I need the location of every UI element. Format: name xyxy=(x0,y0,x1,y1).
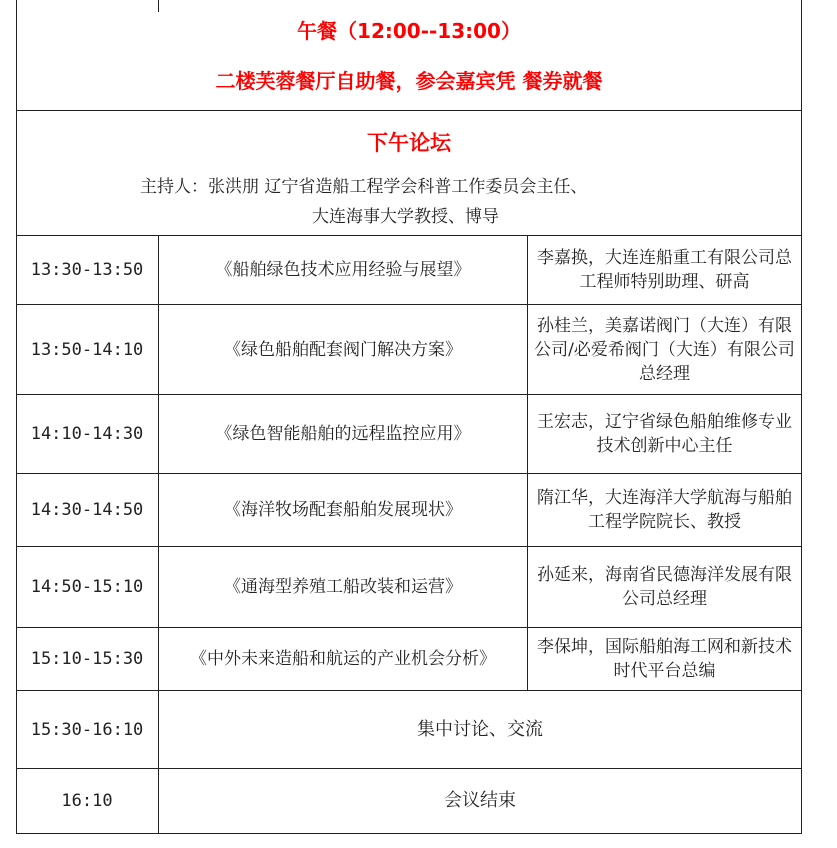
session-speaker: 李嘉换，大连连船重工有限公司总工程师特别助理、研高 xyxy=(537,248,792,292)
session-topic: 《中外未来造船和航运的产业机会分析》 xyxy=(190,649,496,669)
host-line-1: 主持人：张洪朋 辽宁省造船工程学会科普工作委员会主任、 xyxy=(140,177,588,197)
session-topic: 《绿色智能船舶的远程监控应用》 xyxy=(215,424,471,444)
discussion-label: 集中讨论、交流 xyxy=(417,718,543,740)
closing-label: 会议结束 xyxy=(444,790,516,811)
session-speaker: 孙桂兰，美嘉诺阀门（大连）有限公司/必爱希阀门（大连）有限公司 总经理 xyxy=(534,315,795,384)
session-time: 14:30-14:50 xyxy=(30,500,144,520)
session-topic: 《船舶绿色技术应用经验与展望》 xyxy=(215,260,471,280)
session-time: 14:10-14:30 xyxy=(30,424,144,444)
session-time: 13:50-14:10 xyxy=(30,339,144,360)
lunch-note: 二楼芙蓉餐厅自助餐，参会嘉宾凭 餐券就餐 xyxy=(215,69,603,93)
session-time: 13:30-13:50 xyxy=(30,260,144,280)
discussion-time: 15:30-16:10 xyxy=(30,719,144,740)
lunch-heading: 午餐（12:00--13:00） xyxy=(297,19,521,43)
session-speaker: 李保坤，国际船舶海工网和新技术时代平台总编 xyxy=(537,637,792,681)
session-speaker: 隋江华，大连海洋大学航海与船舶工程学院院长、教授 xyxy=(537,488,792,532)
host-line-2: 大连海事大学教授、博导 xyxy=(312,207,499,227)
session-topic: 《海洋牧场配套船舶发展现状》 xyxy=(224,500,462,520)
session-speaker: 孙延来，海南省民德海洋发展有限公司总经理 xyxy=(537,565,792,609)
session-time: 14:50-15:10 xyxy=(30,577,144,597)
session-speaker: 王宏志，辽宁省绿色船舶维修专业技术创新中心主任 xyxy=(537,412,792,456)
session-topic: 《绿色船舶配套阀门解决方案》 xyxy=(224,339,462,360)
section-title: 下午论坛 xyxy=(367,131,451,155)
session-topic: 《通海型养殖工船改装和运营》 xyxy=(224,577,462,597)
session-time: 15:10-15:30 xyxy=(30,649,144,669)
schedule-table xyxy=(16,0,802,834)
closing-time: 16:10 xyxy=(61,791,113,811)
